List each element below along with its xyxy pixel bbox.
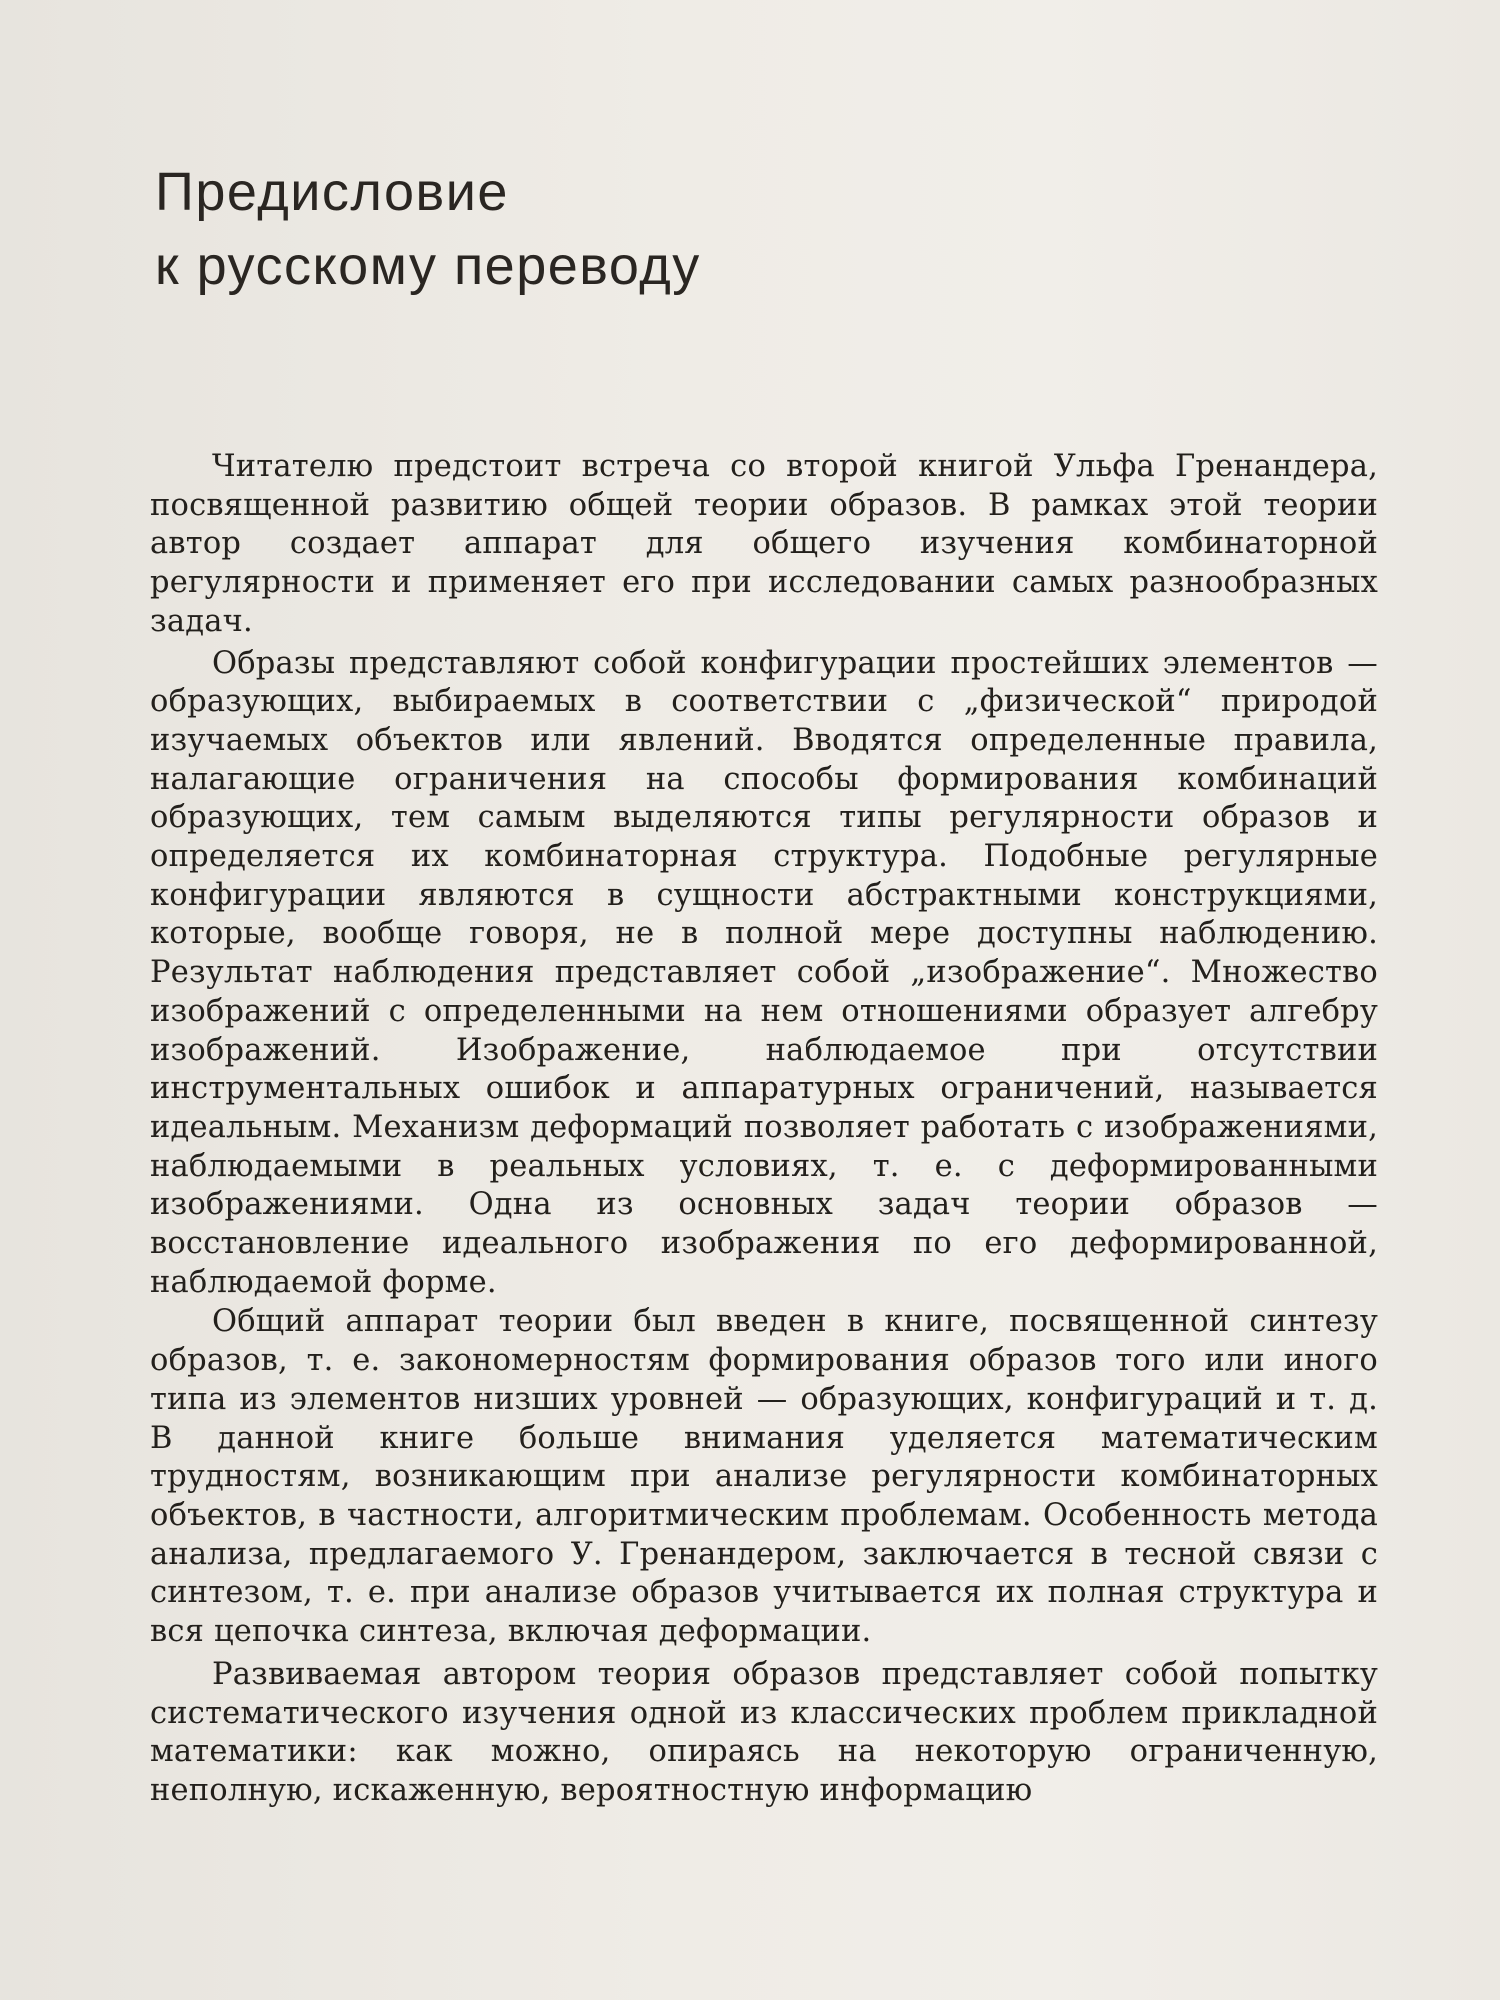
paragraph: Развиваемая автором теория образов представляет собой попытку систематического изучения одной из классических проблем прикладной математики: как можно, опираясь на некоторую ограниченную, неполную, искаженную, вероятностную информацию xyxy=(150,1656,1378,1808)
chapter-title-line-2: к русскому переводу xyxy=(155,236,701,296)
chapter-title xyxy=(155,155,1155,303)
paragraph: Читателю предстоит встреча со второй книгой Ульфа Гренандера, посвященной развитию общей теории образов. В рамках этой теории автор создает аппарат для общего изучения комбинаторной регулярности и применяет его при исследовании самых разнообразных задач. xyxy=(150,449,1378,639)
body-text xyxy=(150,448,1378,1811)
paragraph: Образы представляют собой конфигурации простейших элементов — образующих, выбираемых в соответствии с „физической“ природой изучаемых объектов или явлений. Вводятся определенные правила, налагающие ограничения на способы формирования комбинаций образующих, тем самым выделяются типы регулярности образов и определяется их комбинаторная структура. Подобные регулярные конфигурации являются в сущности абстрактными конструкциями, которые, вообще говоря, не в полной мере доступны наблюдению. Результат наблюдения представляет собой „изображение“. Множество изображений с определенными на нем отношениями образует алгебру изображений. Изображение, наблюдаемое при отсутствии инструментальных ошибок и аппаратурных ограничений, называется идеальным. Механизм деформаций позволяет работать с изображениями, наблюдаемыми в реальных условиях, т. е. с деформированными изображениями. Одна из основных задач теории образов — восстановление идеального изображения по его деформированной, наблюдаемой форме. xyxy=(150,645,1378,1300)
paragraph: Общий аппарат теории был введен в книге, посвященной синтезу образов, т. е. закономерностям формирования образов того или иного типа из элементов низших уровней — образующих, конфигураций и т. д. В данной книге больше внимания уделяется математическим трудностям, возникающим при анализе регулярности комбинаторных объектов, в частности, алгоритмическим проблемам. Особенность метода анализа, предлагаемого У. Гренандером, заключается в тесной связи с синтезом, т. е. при анализе образов учитывается их полная структура и вся цепочка синтеза, включая деформации. xyxy=(150,1304,1378,1650)
chapter-title-line-1: Предисловие xyxy=(155,162,509,222)
